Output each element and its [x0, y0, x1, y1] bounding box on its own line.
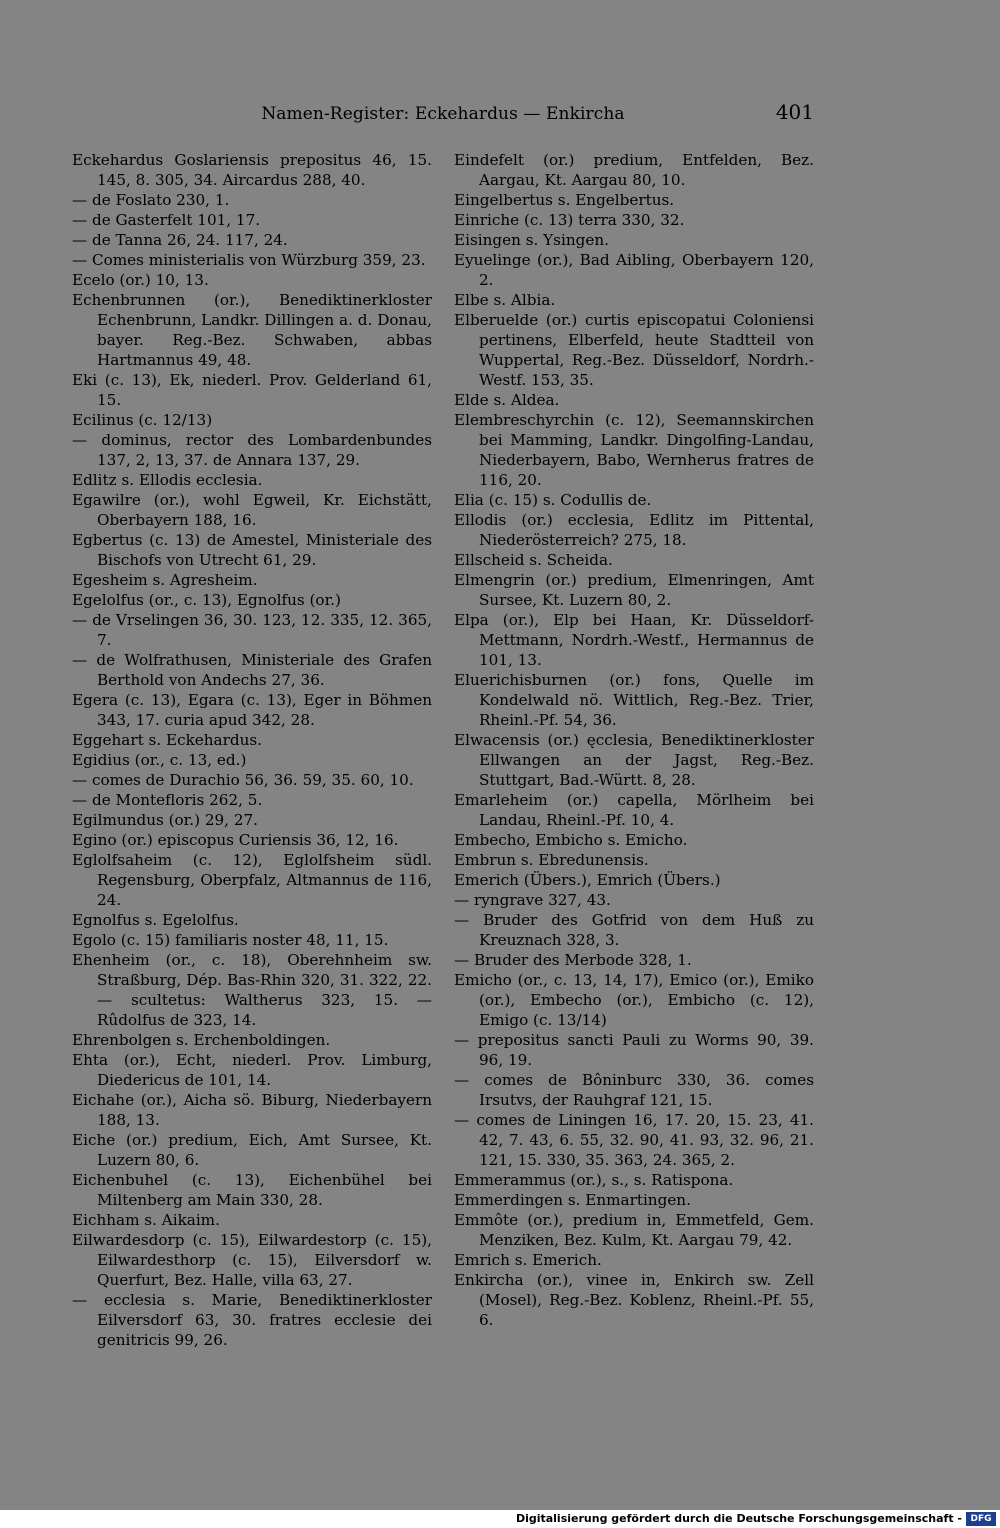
register-entry: Egolo (c. 15) familiaris noster 48, 11, 15. — [72, 931, 389, 949]
register-entry: — dominus, rector des Lombardenbundes 137, 2, 13, 37. de Annara 137, 29. — [72, 431, 432, 469]
running-header — [72, 100, 814, 130]
register-entry: Egnolfus s. Egelolfus. — [72, 911, 239, 929]
dfg-logo: DFG — [966, 1512, 996, 1526]
register-entry: Egawilre (or.), wohl Egweil, Kr. Eichstätt, Oberbayern 188, 16. — [72, 491, 432, 529]
register-entry: Echenbrunnen (or.), Benediktinerkloster Echenbrunn, Landkr. Dillingen a. d. Donau, bayer. Reg.-Bez. Schwaben, abbas Hartmannus 49, 48. — [72, 291, 432, 369]
register-entry: Elia (c. 15) s. Codullis de. — [454, 491, 652, 509]
right-column — [454, 150, 814, 1330]
register-entry: Elberuelde (or.) curtis episcopatui Coloniensi pertinens, Elberfeld, heute Stadtteil von Wuppertal, Reg.-Bez. Düsseldorf, Nordrh.-Westf. 153, 35. — [454, 311, 814, 389]
register-entry: Egino (or.) episcopus Curiensis 36, 12, 16. — [72, 831, 399, 849]
register-entry: Ecelo (or.) 10, 13. — [72, 271, 209, 289]
footer-credit: Digitalisierung gefördert durch die Deutsche Forschungsgemeinschaft - — [515, 1512, 962, 1525]
register-entry: — ecclesia s. Marie, Benediktinerkloster Eilversdorf 63, 30. fratres ecclesie dei genitricis 99, 26. — [72, 1291, 432, 1349]
register-entry: Emicho (or., c. 13, 14, 17), Emico (or.), Emiko (or.), Embecho (or.), Embicho (c. 12), Emigo (c. 13/14) — [454, 971, 814, 1029]
register-entry: Eichahe (or.), Aicha sö. Biburg, Niederbayern 188, 13. — [72, 1091, 432, 1129]
register-entry: Ehta (or.), Echt, niederl. Prov. Limburg, Diedericus de 101, 14. — [72, 1051, 432, 1089]
register-entry: Eluerichisburnen (or.) fons, Quelle im Kondelwald nö. Wittlich, Reg.-Bez. Trier, Rheinl.-Pf. 54, 36. — [454, 671, 814, 729]
register-entry: Eglolfsaheim (c. 12), Eglolfsheim südl. Regensburg, Oberpfalz, Altmannus de 116, 24. — [72, 851, 432, 909]
register-entry: Egidius (or., c. 13, ed.) — [72, 751, 247, 769]
register-entry: — de Gasterfelt 101, 17. — [72, 211, 261, 229]
header-title: Namen-Register: Eckehardus — Enkircha — [261, 104, 625, 124]
register-entry: — de Wolfrathusen, Ministeriale des Grafen Berthold von Andechs 27, 36. — [72, 651, 432, 689]
register-entry: Embrun s. Ebredunensis. — [454, 851, 649, 869]
register-entry: Emarleheim (or.) capella, Mörlheim bei Landau, Rheinl.-Pf. 10, 4. — [454, 791, 814, 829]
register-entry: Elbe s. Albia. — [454, 291, 556, 309]
register-entry: Eiche (or.) predium, Eich, Amt Sursee, Kt. Luzern 80, 6. — [72, 1131, 432, 1169]
register-entry: Eisingen s. Ysingen. — [454, 231, 609, 249]
register-entry: Emrich s. Emerich. — [454, 1251, 602, 1269]
register-entry: Eichenbuhel (c. 13), Eichenbühel bei Miltenberg am Main 330, 28. — [72, 1171, 432, 1209]
register-entry: Elembreschyrchin (c. 12), Seemannskirchen bei Mamming, Landkr. Dingolfing-Landau, Niederbayern, Babo, Wernherus fratres de 116, 20. — [454, 411, 814, 489]
register-entry: Egera (c. 13), Egara (c. 13), Eger in Böhmen 343, 17. curia apud 342, 28. — [72, 691, 432, 729]
register-entry: Egelolfus (or., c. 13), Egnolfus (or.) — [72, 591, 341, 609]
register-entry: Elpa (or.), Elp bei Haan, Kr. Düsseldorf-Mettmann, Nordrh.-Westf., Hermannus de 101, 13. — [454, 611, 814, 669]
register-entry: Ecilinus (c. 12/13) — [72, 411, 213, 429]
register-entry: — comes de Bôninburc 330, 36. comes Irsutvs, der Rauhgraf 121, 15. — [454, 1071, 814, 1109]
register-entry: Elde s. Aldea. — [454, 391, 560, 409]
register-entry: Ehrenbolgen s. Erchenboldingen. — [72, 1031, 331, 1049]
register-entry: Eilwardesdorp (c. 15), Eilwardestorp (c. 15), Eilwardesthorp (c. 15), Eilversdorf w. Querfurt, Bez. Halle, villa 63, 27. — [72, 1231, 432, 1289]
register-entry: Eggehart s. Eckehardus. — [72, 731, 262, 749]
register-entry: — comes de Durachio 56, 36. 59, 35. 60, 10. — [72, 771, 414, 789]
register-entry: Egbertus (c. 13) de Amestel, Ministeriale des Bischofs von Utrecht 61, 29. — [72, 531, 432, 569]
register-entry: — ryngrave 327, 43. — [454, 891, 611, 909]
register-entry: Einriche (c. 13) terra 330, 32. — [454, 211, 685, 229]
register-entry: Egesheim s. Agresheim. — [72, 571, 258, 589]
register-entry: — Comes ministerialis von Würzburg 359, 23. — [72, 251, 426, 269]
register-entry: — de Foslato 230, 1. — [72, 191, 230, 209]
register-entry: Elwacensis (or.) ęcclesia, Benediktinerkloster Ellwangen an der Jagst, Reg.-Bez. Stuttgart, Bad.-Württ. 8, 28. — [454, 731, 814, 789]
register-entry: Ellscheid s. Scheida. — [454, 551, 613, 569]
register-entry: — de Tanna 26, 24. 117, 24. — [72, 231, 288, 249]
page-number: 401 — [775, 100, 814, 124]
register-entry: Emerich (Übers.), Emrich (Übers.) — [454, 871, 721, 889]
register-entry: Embecho, Embicho s. Emicho. — [454, 831, 688, 849]
register-entry: — comes de Liningen 16, 17. 20, 15. 23, 41. 42, 7. 43, 6. 55, 32. 90, 41. 93, 32. 96, 21. 121, 15. 330, 35. 363, 24. 365, 2. — [454, 1111, 814, 1169]
register-entry: Emmôte (or.), predium in, Emmetfeld, Gem. Menziken, Bez. Kulm, Kt. Aargau 79, 42. — [454, 1211, 814, 1249]
register-entry: Ehenheim (or., c. 18), Oberehnheim sw. Straßburg, Dép. Bas-Rhin 320, 31. 322, 22. — scultetus: Waltherus 323, 15. — Rûdolfus de 323, 14. — [72, 951, 432, 1029]
register-entry: Eckehardus Goslariensis prepositus 46, 15. 145, 8. 305, 34. Aircardus 288, 40. — [72, 151, 432, 189]
register-entry: Eindefelt (or.) predium, Entfelden, Bez. Aargau, Kt. Aargau 80, 10. — [454, 151, 814, 189]
register-entry: — prepositus sancti Pauli zu Worms 90, 39. 96, 19. — [454, 1031, 814, 1069]
register-entry: Emmerammus (or.), s., s. Ratispona. — [454, 1171, 734, 1189]
register-entry: Emmerdingen s. Enmartingen. — [454, 1191, 691, 1209]
register-entry: — Bruder des Merbode 328, 1. — [454, 951, 692, 969]
register-entry: Eingelbertus s. Engelbertus. — [454, 191, 675, 209]
register-entry: — de Vrselingen 36, 30. 123, 12. 335, 12. 365, 7. — [72, 611, 432, 649]
register-entry: Ellodis (or.) ecclesia, Edlitz im Pittental, Niederösterreich? 275, 18. — [454, 511, 814, 549]
register-entry: Enkircha (or.), vinee in, Enkirch sw. Zell (Mosel), Reg.-Bez. Koblenz, Rheinl.-Pf. 55, 6. — [454, 1271, 814, 1329]
register-entry: Egilmundus (or.) 29, 27. — [72, 811, 258, 829]
register-entry: Eki (c. 13), Ek, niederl. Prov. Gelderland 61, 15. — [72, 371, 432, 409]
register-entry: Elmengrin (or.) predium, Elmenringen, Amt Sursee, Kt. Luzern 80, 2. — [454, 571, 814, 609]
register-entry: — de Montefloris 262, 5. — [72, 791, 263, 809]
register-entry: Edlitz s. Ellodis ecclesia. — [72, 471, 263, 489]
footer-bar — [0, 1510, 1000, 1528]
register-entry: — Bruder des Gotfrid von dem Huß zu Kreuznach 328, 3. — [454, 911, 814, 949]
register-entry: Eyuelinge (or.), Bad Aibling, Oberbayern 120, 2. — [454, 251, 814, 289]
left-column — [72, 150, 432, 1350]
register-entry: Eichham s. Aikaim. — [72, 1211, 220, 1229]
